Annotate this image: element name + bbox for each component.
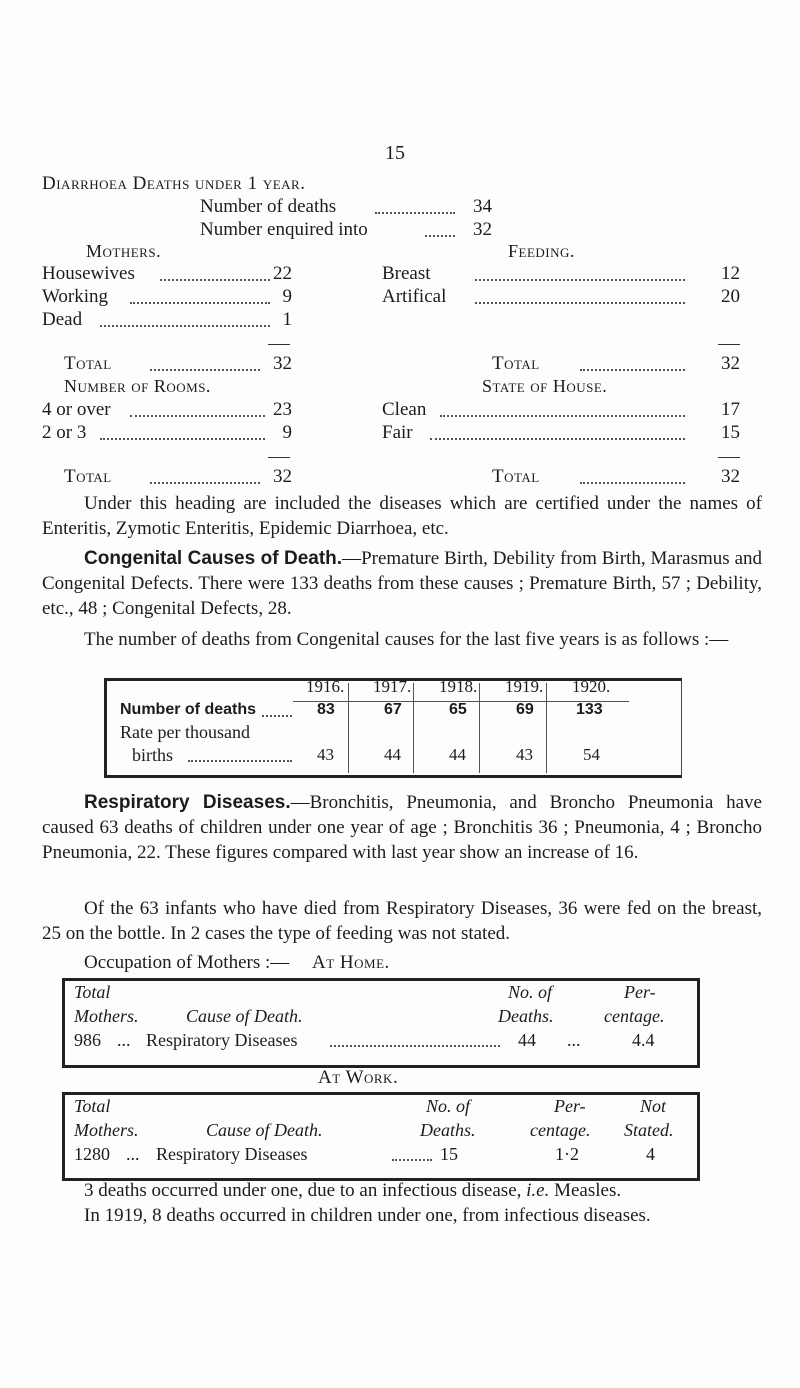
under-heading-paragraph (42, 491, 762, 541)
sum-rule (268, 457, 290, 458)
column-divider (546, 683, 547, 773)
leader-dots (580, 369, 685, 371)
rate-value: 43 (516, 745, 533, 764)
mothers-row-value: 1 (282, 309, 292, 330)
measles-ie: i.e. (526, 1180, 550, 1201)
home-cause-value: Respiratory Diseases (146, 1030, 298, 1050)
number-of-deaths-label: Number of deaths (200, 196, 337, 217)
leader-dots (392, 1159, 432, 1161)
house-row-value: 15 (721, 422, 740, 443)
number-enquired-value: 32 (473, 219, 492, 240)
five-years-text: The number of deaths from Congenital causes for the last five years is as follows :— (84, 629, 729, 650)
at-work-table (62, 1092, 700, 1181)
work-centage-header: centage. (530, 1120, 591, 1140)
mothers-row-value: 22 (273, 263, 292, 284)
work-stated-header: Stated. (624, 1120, 674, 1140)
year-header: 1917. (373, 677, 412, 696)
house-row-label: Clean (382, 399, 427, 420)
home-per-header: Per- (624, 982, 656, 1002)
home-mothers-header: Mothers. (74, 1006, 139, 1026)
sum-rule (718, 457, 740, 458)
mothers-row-label: Housewives (42, 263, 135, 284)
respiratory-paragraph (42, 790, 762, 865)
congenital-paragraph (42, 546, 762, 621)
home-no-header: No. of (508, 982, 553, 1002)
leader-dots (100, 325, 270, 327)
work-cause-header: Cause of Death. (206, 1120, 323, 1140)
respiratory-body: —Bronchitis, Pneumonia, and Broncho Pneumonia have caused 63 deaths of children under one year of age ; Bronchitis 36 ; Pneumonia, 4 ; Broncho Pneumonia, 22. These figures compared with last year show an increase of 16. (42, 792, 762, 863)
leader-dots (130, 302, 270, 304)
work-mothers-header: Mothers. (74, 1120, 139, 1140)
sum-rule (718, 344, 740, 345)
page-number: 15 (385, 142, 405, 164)
section-title: Diarrhoea Deaths under 1 year. (42, 173, 306, 194)
work-deaths-header: Deaths. (420, 1120, 476, 1140)
five-years-paragraph (42, 627, 762, 652)
home-total-header: Total (74, 982, 111, 1002)
year-header: 1920. (572, 677, 611, 696)
leader-dots (100, 438, 265, 440)
leader-dots (130, 415, 265, 417)
rooms-total-label: Total (64, 466, 112, 487)
respiratory-title: Respiratory Diseases. (84, 792, 291, 813)
deaths-value: 69 (516, 701, 534, 718)
feeding-row-value: 12 (721, 263, 740, 284)
work-not-stated-value: 4 (646, 1144, 655, 1164)
home-deaths-value: 44 (518, 1030, 536, 1050)
deaths-value: 83 (317, 701, 335, 718)
house-heading: State of House. (482, 376, 608, 396)
year-header: 1918. (439, 677, 478, 696)
home-ellipsis: ... (567, 1030, 581, 1050)
in-1919-line: In 1919, 8 deaths occurred in children under one, from infectious diseases. (84, 1205, 651, 1226)
house-total-label: Total (492, 466, 540, 487)
leader-dots (430, 438, 685, 440)
leader-dots (150, 369, 260, 371)
work-cause-value: Respiratory Diseases (156, 1144, 308, 1164)
number-of-deaths-value: 34 (473, 196, 492, 217)
work-deaths-value: 15 (440, 1144, 458, 1164)
rate-row-label: Rate per thousand (120, 722, 250, 742)
leader-dots (425, 235, 455, 237)
at-home-heading: At Home. (312, 952, 390, 973)
congenital-body: —Premature Birth, Debility from Birth, Marasmus and Congenital Defects. There were 133 deaths from these causes ; Premature Birth, 57 ; Debility, etc., 48 ; Congenital Defects, 28. (42, 548, 762, 619)
work-ellipsis: ... (126, 1144, 140, 1164)
rooms-row-value: 9 (282, 422, 292, 443)
mothers-row-value: 9 (282, 286, 292, 307)
rate-row-label-2: births (132, 745, 174, 765)
mothers-heading: Mothers. (86, 241, 162, 261)
leader-dots (160, 279, 270, 281)
occupation-label: Occupation of Mothers :— (84, 952, 290, 973)
mothers-row-label: Working (42, 286, 109, 307)
house-row-value: 17 (721, 399, 740, 420)
deaths-value: 67 (384, 701, 402, 718)
at-work-heading: At Work. (318, 1067, 399, 1088)
home-cause-header: Cause of Death. (186, 1006, 303, 1026)
leader-dots (375, 212, 455, 214)
home-total-value: 986 (74, 1030, 101, 1050)
home-percent-value: 4.4 (632, 1030, 655, 1050)
year-header: 1916. (306, 677, 345, 696)
respiratory-text (42, 790, 762, 865)
home-deaths-header: Deaths. (498, 1006, 554, 1026)
congenital-title: Congenital Causes of Death. (84, 548, 343, 569)
mothers-total-value: 32 (273, 353, 292, 374)
number-enquired-label: Number enquired into (200, 219, 368, 240)
rate-value: 43 (317, 745, 334, 764)
rooms-total-value: 32 (273, 466, 292, 487)
work-per-header: Per- (554, 1096, 586, 1116)
measles-post: Measles. (549, 1180, 622, 1201)
mothers-total-label: Total (64, 353, 112, 374)
leader-dots (440, 415, 685, 417)
feeding-total-label: Total (492, 353, 540, 374)
leader-dots (330, 1045, 500, 1047)
rate-value: 44 (449, 745, 466, 764)
work-percent-value: 1·2 (555, 1144, 579, 1164)
infants-paragraph (42, 896, 762, 946)
leader-dots (188, 760, 292, 762)
under-heading-text: Under this heading are included the diseases which are certified under the names of Enteritis, Zymotic Enteritis, Epidemic Diarrhoea, etc. (42, 493, 762, 539)
rate-value: 54 (583, 745, 600, 764)
congenital-text (42, 546, 762, 621)
work-total-header: Total (74, 1096, 111, 1116)
deaths-value: 65 (449, 701, 467, 718)
rooms-row-label: 4 or over (42, 399, 111, 420)
feeding-heading: Feeding. (508, 241, 575, 261)
rooms-row-value: 23 (273, 399, 292, 420)
home-centage-header: centage. (604, 1006, 665, 1026)
feeding-total-value: 32 (721, 353, 740, 374)
home-ellipsis: ... (117, 1030, 131, 1050)
leader-dots (150, 482, 260, 484)
rate-value: 44 (384, 745, 401, 764)
column-divider (348, 683, 349, 773)
feeding-row-value: 20 (721, 286, 740, 307)
feeding-row-label: Breast (382, 263, 431, 284)
house-row-label: Fair (382, 422, 413, 443)
leader-dots (262, 715, 292, 717)
feeding-row-label: Artifical (382, 286, 447, 307)
mothers-row-label: Dead (42, 309, 83, 330)
leader-dots (475, 279, 685, 281)
infants-text: Of the 63 infants who have died from Respiratory Diseases, 36 were fed on the breast, 25 on the bottle. In 2 cases the type of feeding was not stated. (42, 898, 762, 944)
measles-line (84, 1180, 621, 1202)
leader-dots (475, 302, 685, 304)
deaths-value: 133 (576, 701, 603, 718)
work-not-header: Not (640, 1096, 667, 1116)
rooms-row-label: 2 or 3 (42, 422, 87, 443)
rooms-heading: Number of Rooms. (64, 376, 211, 396)
column-divider (479, 683, 480, 773)
column-divider (413, 683, 414, 773)
measles-pre: 3 deaths occurred under one, due to an infectious disease, (84, 1180, 527, 1201)
sum-rule (268, 344, 290, 345)
house-total-value: 32 (721, 466, 740, 487)
leader-dots (580, 482, 685, 484)
deaths-row-label: Number of deaths (120, 701, 257, 718)
year-header: 1919. (505, 677, 544, 696)
work-no-header: No. of (426, 1096, 471, 1116)
work-total-value: 1280 (74, 1144, 110, 1164)
